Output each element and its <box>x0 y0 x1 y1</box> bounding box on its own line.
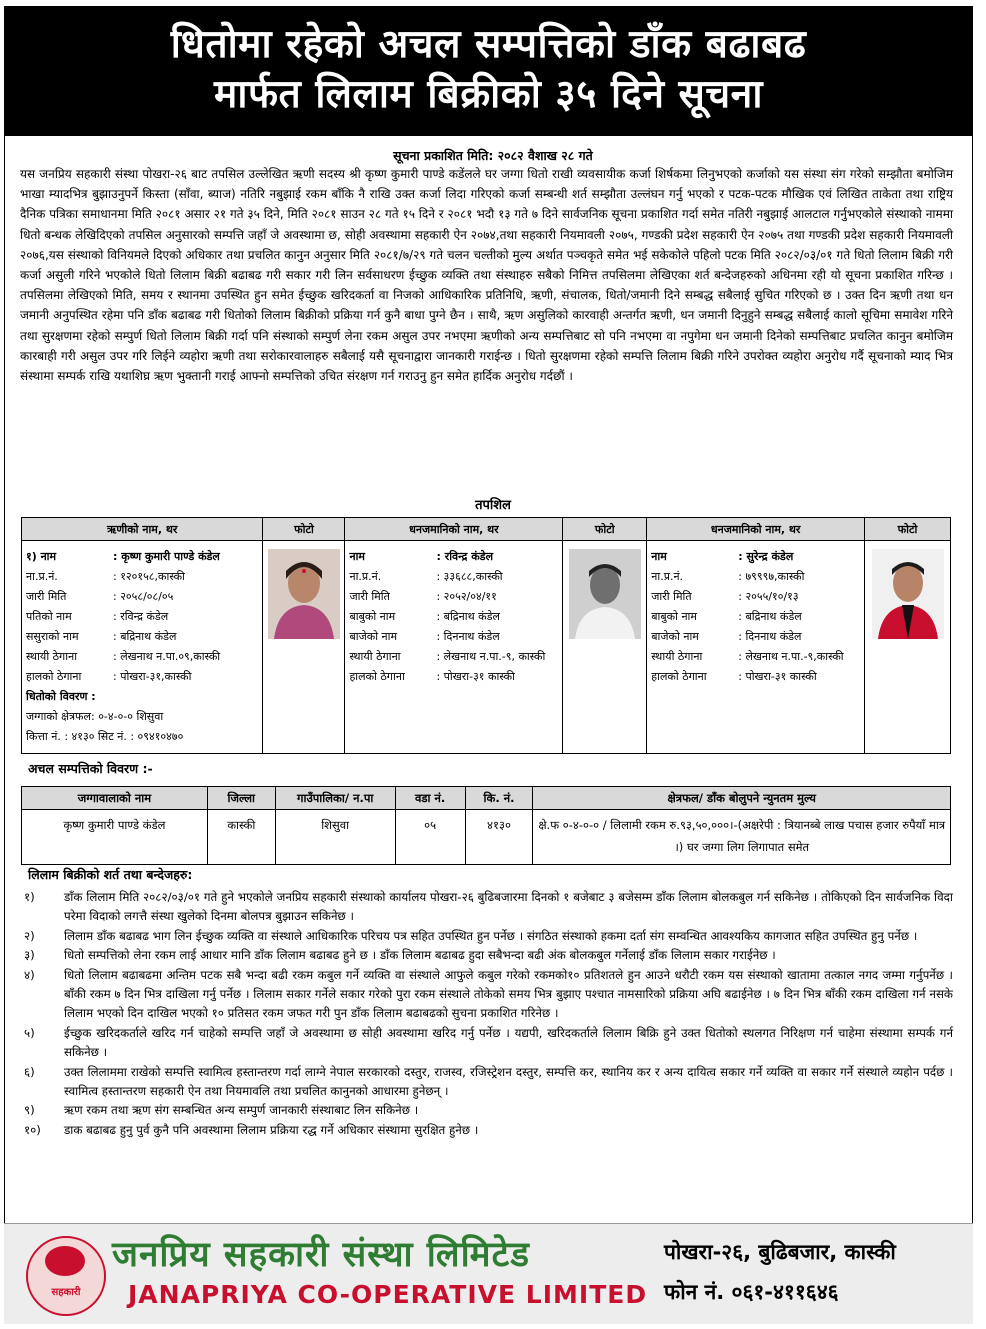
detail-row <box>651 647 860 667</box>
detail-value: : पोखरा-३१ कास्की <box>738 670 817 683</box>
borrower-details <box>22 541 263 754</box>
asset-area-price: क्षे.फ ०-४-०-० / लिलामी रकम रु.९३,५०,०००।-(अक्षरेपी : त्रियानब्बे लाख पचास हजार रुपैयाँ मात्र ।) घर जग्गा लिग लिगापात समेत <box>533 810 951 865</box>
detail-value: : दिननाथ कंडेल <box>738 630 802 643</box>
col-plot-no: कि. नं. <box>465 787 533 810</box>
parties-header-row <box>22 518 951 541</box>
detail-label: नाम <box>349 550 366 563</box>
detail-label: हालको ठेगाना <box>651 670 707 683</box>
borrower-photo-cell <box>263 541 345 754</box>
org-name-english: JANAPRIYA CO-OPERATIVE LIMITED <box>128 1280 648 1309</box>
collateral-line: कित्ता नं. : ४१३० सिट नं. : ०९४१०४७० <box>26 730 184 743</box>
condition-text: डाक बढाबढ हुनु पुर्व कुनै पनि अवस्थामा लिलाम प्रक्रिया रद्ध गर्ने अधिकार संस्थामा सुरक्षित हुनेछ । <box>64 1122 479 1137</box>
asset-section-title: अचल सम्पत्तिको विवरण :- <box>28 761 153 776</box>
condition-item <box>18 966 953 1024</box>
detail-row <box>651 547 860 567</box>
condition-number: ४) <box>24 967 35 982</box>
detail-label: पतिको नाम <box>26 610 72 623</box>
detail-value: : रविन्द्र कंडेल <box>113 610 169 623</box>
footer <box>4 1223 973 1324</box>
condition-item <box>18 888 953 927</box>
guarantor1-photo-cell <box>563 541 647 754</box>
detail-value: : सुरेन्द्र कंडेल <box>738 550 794 563</box>
col-borrower-name: ऋणीको नाम, थर <box>22 518 263 541</box>
condition-text: लिलाम डाँक बढाबढ भाग लिन ईच्छुक व्यक्ति वा संस्थाले आधिकारिक परिचय पत्र सहित उपस्थित हुन पर्नेछ । संगठित संस्थाको हकमा दर्ता संग सम्वन्धित आवश्यकिय कागजात सहित उपस्थित हुनु पर्नेछ । <box>64 928 918 943</box>
asset-ward: ०५ <box>395 810 465 865</box>
collateral-heading: धितोको विवरण : <box>26 690 96 703</box>
condition-number: १) <box>24 890 35 904</box>
col-photo: फोटो <box>865 518 951 541</box>
conditions-list <box>18 888 953 1140</box>
org-phone: फोन नं. ०६१-४११६४६ <box>664 1280 839 1304</box>
detail-row <box>349 647 558 667</box>
detail-label: बाजेको नाम <box>349 630 398 643</box>
asset-plot-no: ४१३० <box>465 810 533 865</box>
col-guarantor-name: धनजमानिको नाम, थर <box>345 518 563 541</box>
detail-label: ना.प्र.नं. <box>26 570 58 583</box>
condition-item <box>18 1063 953 1102</box>
detail-value: : बद्रिनाथ कंडेल <box>113 630 177 643</box>
detail-label: ना.प्र.नं. <box>651 570 684 583</box>
detail-label: १) नाम <box>26 550 57 563</box>
col-area-min-price: क्षेत्रफल/ डाँक बोलुपने न्युनतम मुल्य <box>533 787 951 810</box>
condition-text: ईच्छुक खरिदकर्ताले खरिद गर्न चाहेको सम्पत्ति जहाँ जे अवस्थामा छ सोही अवस्थामा खरिद गर्नु पर्नेछ । यद्यपी, खरिदकर्ताले लिलाम बिक्रि हुने उक्त धितोको स्थलगत निरिक्षण गर्न चाहेमा संस्थामा सम्पर्क गर्न सकिनेछ । <box>64 1025 953 1060</box>
detail-label: स्थायी ठेगाना <box>26 650 78 663</box>
detail-value: : बद्रिनाथ कंडेल <box>436 610 500 623</box>
detail-label: बाबुको नाम <box>651 610 697 623</box>
detail-value: : २०५२/०४/११ <box>436 590 497 603</box>
detail-label: नाम <box>651 550 667 563</box>
asset-table <box>21 786 951 865</box>
guarantor2-photo <box>872 549 944 639</box>
collateral-line: जग्गाको क्षेत्रफल: ०-४-०-० शिसुवा <box>26 710 164 723</box>
detail-label: जारी मिति <box>26 590 67 603</box>
col-photo: फोटो <box>563 518 647 541</box>
detail-label: हालको ठेगाना <box>26 670 82 683</box>
detail-label: ससुराको नाम <box>26 630 79 643</box>
detail-row <box>26 607 258 627</box>
title-line-1: धितोमा रहेको अचल सम्पत्तिको डाँक बढाबढ <box>170 22 807 67</box>
detail-value: : ३३६८८,कास्की <box>436 570 503 583</box>
org-address: पोखरा-२६, बुढिबजार, कास्की <box>664 1240 896 1264</box>
borrower-photo <box>268 549 340 639</box>
detail-label: बाजेको नाम <box>651 630 699 643</box>
logo-emblem-icon <box>45 1246 85 1276</box>
title-line-2: मार्फत लिलाम बिक्रीको ३५ दिने सूचना <box>214 72 763 117</box>
detail-row <box>349 667 558 687</box>
col-photo: फोटो <box>263 518 345 541</box>
detail-row <box>349 547 558 567</box>
asset-row <box>22 810 951 865</box>
detail-row <box>349 607 558 627</box>
condition-item <box>18 1121 953 1140</box>
asset-header-row <box>22 787 951 810</box>
condition-number: ३) <box>24 948 35 963</box>
detail-row <box>26 567 258 587</box>
title-banner <box>4 6 973 136</box>
asset-municipality: शिसुवा <box>275 810 395 865</box>
condition-number: ५) <box>24 1025 35 1040</box>
detail-value: : १२०१५८,कास्की <box>113 570 185 583</box>
detail-label: जारी मिति <box>349 590 390 603</box>
col-guarantor-name: धनजमानिको नाम, थर <box>647 518 865 541</box>
detail-row <box>26 647 258 667</box>
detail-row <box>651 607 860 627</box>
detail-row <box>349 587 558 607</box>
notice-body: यस जनप्रिय सहकारी संस्था पोखरा-२६ बाट तपसिल उल्लेखित ऋणी सदस्य श्री कृष्ण कुमारी पाण्डे कडेंलले घर जग्गा धितो राखी व्यवसायीक कर्जा शिर्षकमा लिनुभएको कर्जाको यस संस्था संग गरेको सम्झौता बमोजिम भाखा म्यादभित्र बुझाउनुपर्ने किस्ता (साँवा, ब्याज) नतिरि नबुझाई रकम बाँकि नै राखि उक्त कर्जा लिदा गरिएको कर्जा सम्बन्धी शर्त सम्झौता उल्लंघन गर्नु भएको र पटक-पटक मौखिक एवं लिखित ताकेता तथा राष्ट्रिय दैनिक पत्रिका समाधानमा मिति २०८१ असार २१ गते ३५ दिने, मिति २०८१ साउन २८ गते १५ दिने र २०८१ भदौ १३ गते ७ दिने सार्वजनिक सूचना प्रकाशित गर्दा समेत नतिरी नबुझाई आलटाल गर्नुभएकोले संस्थाको नाममा धितो बन्धक लेखिदिएको तपसिल अनुसारको सम्पत्ति जहाँ जे अवस्थामा छ, सोही अवस्थामा सहकारी ऐन २०७४,तथा सहकारी नियमावली २०७५, गण्डकी प्रदेश सहकारी ऐन २०७५ तथा गण्डकी प्रदेश सहकारी नियमावली २०७६,यस संस्थाको विनियमले दिएको अधिकार तथा प्रचलित कानुन अनुसार मिति २०८१/७/२९ गते चलन चल्तीको मुल्य अर्थात पञ्चकृते समेत भई सकेकोले पहिलो पटक मिति २०८२/०३/०१ गते धितो लिलाम बिक्री गरी कर्जा असुली गरिने भएकोले धितो लिलाम बिक्री बढाबढ गरी सकार गरी लिन सर्वसाधरण ईच्छुक व्यक्ति तथा संस्थाहरु सबैको निमित्त तपसिलमा लेखिएका शर्त बन्देजहरुको अधिनमा रही यो सूचना प्रकाशित गरिन्छ । तपसिलमा लेखिएको मिति, समय र स्थानमा उपस्थित हुन समेत ईच्छुक खरिदकर्ता वा निजको आधिकारिक प्रतिनिधि, ऋणी, संचालक, धितो/जमानी दिने सम्बद्ध सबैलाई सुचित गरिएको छ । उक्त दिन ऋणी तथा धन जमानी अनुपस्थित रहेमा पनि डाँक बढाबढ गरी धितोको लिलाम बिक्रीको प्रक्रिया गर्न कुनै बाधा पुग्ने छैन । साथै, ऋण असुलिको कारवाही अन्तर्गत ऋणी, धन जमानी दिनुहुने सम्बद्ध सबैलाई कालो सूचिमा समावेश गरिने तथा सुरक्षणमा रहेको सम्पुर्ण धितो लिलाम बिक्री गर्दा पनि संस्थाको सम्पुर्ण लेना रकम असुल उपर नभएमा ऋणीको अन्य सम्पत्तिबाट सो पनि नभएमा वा नपुगेमा धन जमानी दिनेको सम्पत्तिबाट प्रचलित कानुन बमोजिम कारबाही गरी असुल उपर गरि लिईने व्यहोरा ऋणी तथा सरोकारवालाहरु सबैलाई यसै सूचनाद्वारा जानकारी गराईन्छ । धितो सुरक्षणमा रहेको सम्पत्ति लिलाम बिक्री गरिने उपरोक्त व्यहोरा अनुरोध गर्दै सूचनाको म्याद भित्र संस्थामा सम्पर्क राखि यथाशिघ्र ऋण भुक्तानी गराई आफ्नो सम्पत्तिको उचित संरक्षण गर्न गराउनु हुन समेत हार्दिक अनुरोध गर्दछौं । <box>20 167 953 384</box>
guarantor1-photo <box>569 549 641 639</box>
detail-label: हालको ठेगाना <box>349 670 405 683</box>
detail-row <box>26 547 258 567</box>
col-ward: वडा नं. <box>395 787 465 810</box>
conditions-title: लिलाम बिक्रीको शर्त तथा बन्देजहरु: <box>28 867 193 882</box>
col-municipality: गाउँपालिका/ न.पा <box>275 787 395 810</box>
detail-value: : बद्रिनाथ कंडेल <box>738 610 802 623</box>
detail-value: : पोखरा-३१,कास्की <box>113 670 192 683</box>
condition-number: २) <box>24 928 35 943</box>
condition-number: ९) <box>24 1103 35 1118</box>
detail-value: : दिननाथ कंडेल <box>436 630 500 643</box>
detail-row <box>349 567 558 587</box>
detail-row <box>26 627 258 647</box>
condition-number: ६) <box>24 1064 35 1079</box>
asset-owner: कृष्ण कुमारी पाण्डे कंडेल <box>22 810 208 865</box>
col-district: जिल्ला <box>207 787 275 810</box>
published-date: सूचना प्रकाशित मिति: २०८२ वैशाख २८ गते <box>393 148 593 163</box>
parties-table <box>21 517 951 754</box>
detail-label: स्थायी ठेगाना <box>349 650 401 663</box>
detail-row <box>26 667 258 687</box>
condition-item <box>18 1101 953 1120</box>
detail-row <box>651 587 860 607</box>
condition-text: धितो लिलाम बढाबढमा अन्तिम पटक सबै भन्दा बढी रकम कबुल गर्ने व्यक्ति वा संस्थाले आफुले कबुल गरेको रकमको१० प्रतिशतले हुन आउने धरौटी रकम यस संस्थाको खातामा तत्काल नगद जम्मा गर्नुपर्नेछ । बाँकी रकम ७ दिन भित्र दाखिला गर्नु पर्नेछ । लिलाम सकार गर्नेले सकार गरेको पुरा रकम संस्थाले तोकेको समय भित्र बुझाए पश्चात नामसारिको प्रक्रिया अघि बढाईनेछ । ७ दिन भित्र बाँकी रकम दाखिला गर्न नसके लिलाम भएको दिन दाखिल भएको १० प्रतिसत रकम जफत गरी पुन डाँक लिलाम बढाबढको सुचना प्रकाशित गरिनेछ । <box>64 967 953 1021</box>
parties-row <box>22 541 951 754</box>
detail-value: : लेखनाथ न.पा.-९, कास्की <box>436 650 546 663</box>
detail-value: : २०५८/०८/०५ <box>113 590 174 603</box>
detail-value: : लेखनाथ न.पा.०९,कास्की <box>113 650 221 663</box>
detail-row <box>651 627 860 647</box>
guarantor2-photo-cell <box>865 541 951 754</box>
detail-value: : पोखरा-३१ कास्की <box>436 670 515 683</box>
logo-text: सहकारी <box>51 1287 81 1298</box>
detail-row <box>651 667 860 687</box>
condition-item <box>18 946 953 965</box>
detail-row <box>26 587 258 607</box>
detail-label: स्थायी ठेगाना <box>651 650 703 663</box>
condition-text: उक्त लिलाममा राखेको सम्पत्ति स्वामित्व हस्तान्तरण गर्दा लाग्ने नेपाल सरकारको दस्तुर, राजस्व, रजिस्ट्रेशन दस्तुर, सम्पत्ति कर, स्थानिय कर र अन्य दायित्व सकार गर्ने व्यक्ति वा सकार गर्ने संस्थाले व्यहोन पर्दछ । स्वामित्व हस्तान्तरण सहकारी ऐन तथा नियमावलि तथा प्रचलित कानुनको आधारमा हुनेछन् । <box>64 1064 953 1099</box>
guarantor1-details <box>345 541 563 754</box>
detail-value: : रविन्द्र कंडेल <box>436 550 494 563</box>
detail-row <box>651 567 860 587</box>
org-name-nepali: जनप्रिय सहकारी संस्था लिमिटेड <box>112 1235 530 1275</box>
detail-value: : २०५५/१०/१३ <box>738 590 799 603</box>
condition-item <box>18 1024 953 1063</box>
asset-district: कास्की <box>207 810 275 865</box>
condition-text: ऋण रकम तथा ऋण संग सम्बन्धित अन्य सम्पुर्ण जानकारी संस्थाबाट लिन सकिनेछ । <box>64 1103 419 1118</box>
detail-label: ना.प्र.नं. <box>349 570 382 583</box>
condition-text: धितो सम्पत्तिको लेना रकम लाई आधार मानि डाँक लिलाम बढाबढ हुने छ । डाँक लिलाम बढाबढ हुदा सबैभन्दा बढी अंक बोलकबुल गर्नेलाई डाँक लिलाम सकार गराईनेछ । <box>64 948 776 963</box>
condition-text: डाँक लिलाम मिति २०८२/०३/०१ गते हुने भएकोले जनप्रिय सहकारी संस्थाको कार्यालय पोखरा-२६ बुढिबजारमा दिनको १ बजेबाट ३ बजेसम्म डाँक लिलाम बोलकबुल गर्न सकिनेछ । तोकिएको दिन सार्वजनिक विदा परेमा विदाको लगत्तै संस्था खुलेको दिनमा बोलपत्र बुझाउन सकिनेछ । <box>64 890 953 924</box>
condition-number: १०) <box>24 1122 41 1137</box>
detail-value: : ७९९९७,कास्की <box>738 570 805 583</box>
cooperative-logo <box>26 1236 106 1316</box>
col-owner: जग्गावालाको नाम <box>22 787 208 810</box>
detail-value: : लेखनाथ न.पा.-९,कास्की <box>738 650 844 663</box>
detail-row <box>349 627 558 647</box>
detail-label: जारी मिति <box>651 590 692 603</box>
guarantor2-details <box>647 541 865 754</box>
schedule-title: तपशिल <box>475 498 511 513</box>
condition-item <box>18 927 953 946</box>
detail-value: : कृष्ण कुमारी पाण्डे कंडेल <box>113 550 220 563</box>
detail-label: बाबुको नाम <box>349 610 396 623</box>
